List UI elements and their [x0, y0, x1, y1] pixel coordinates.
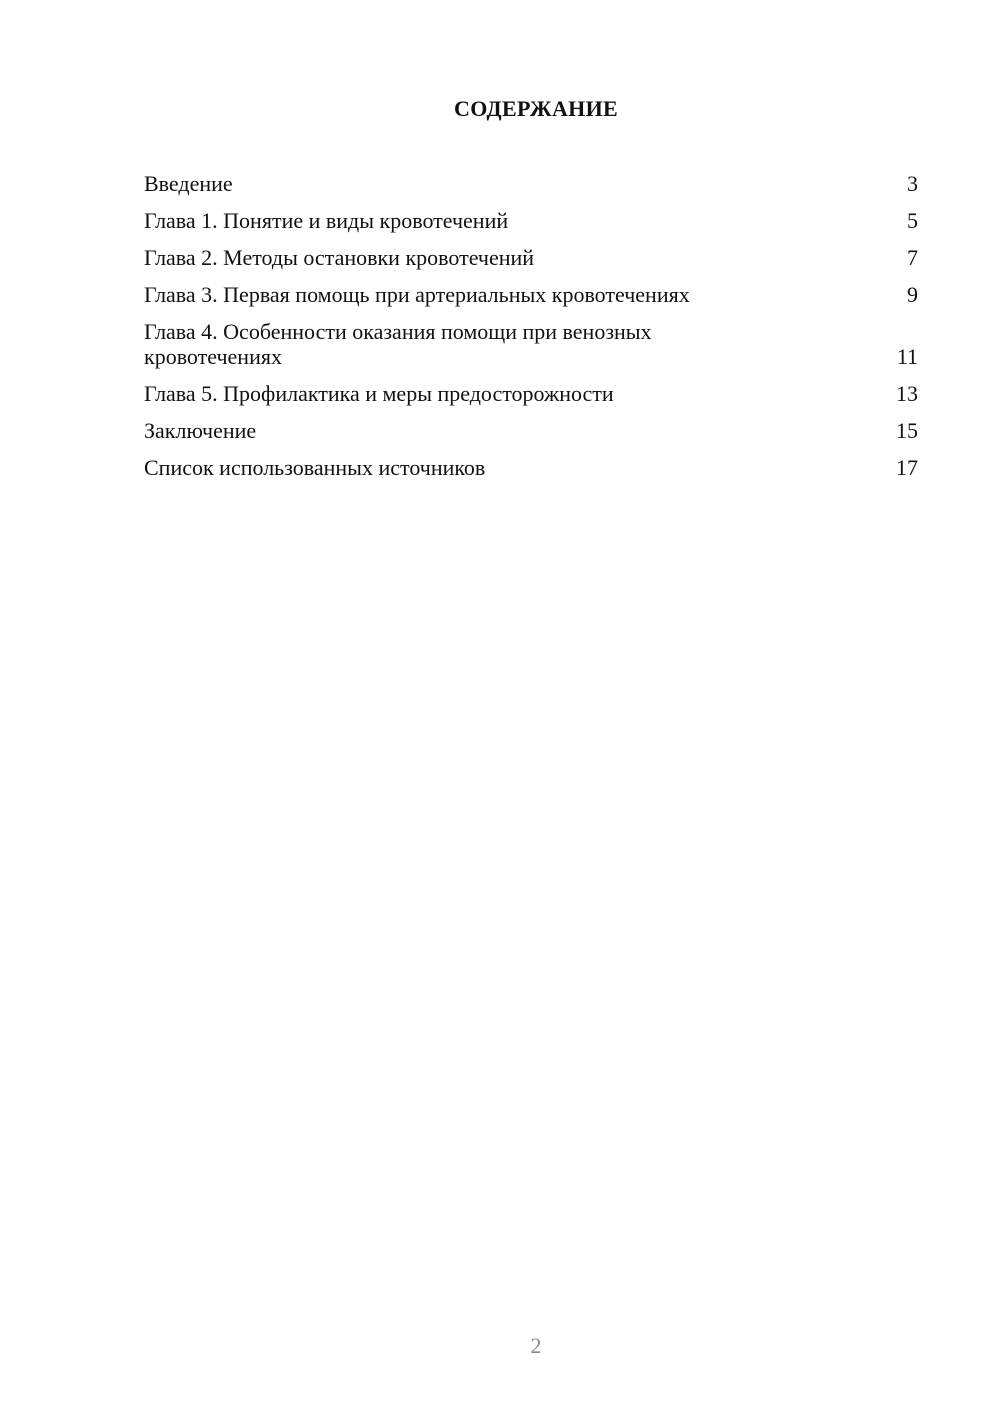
toc-entry-page: 3 — [907, 171, 918, 196]
toc-entry-title: Глава 5. Профилактика и меры предосторожности — [144, 381, 614, 406]
page-number: 2 — [530, 1333, 542, 1358]
toc-entry-page: 11 — [896, 344, 918, 369]
toc-entry-page: 13 — [896, 381, 918, 406]
toc-entry-title: Глава 1. Понятие и виды кровотечений — [144, 208, 509, 233]
toc-entry-title: Введение — [144, 171, 233, 196]
toc-entry-introduction — [144, 171, 918, 196]
toc-entry-title: Глава 2. Методы остановки кровотечений — [144, 245, 535, 270]
toc-entry-chapter-2 — [144, 245, 918, 270]
toc-entry-title: Список использованных источников — [144, 455, 486, 480]
toc-entry-references — [144, 455, 918, 480]
table-of-contents — [144, 171, 918, 492]
toc-entry-chapter-3 — [144, 282, 918, 307]
toc-entry-page: 5 — [907, 208, 918, 233]
toc-entry-page: 17 — [896, 455, 918, 480]
toc-entry-conclusion — [144, 418, 918, 443]
toc-entry-chapter-4 — [144, 319, 918, 369]
toc-entry-page: 9 — [907, 282, 918, 307]
toc-entry-title: Глава 3. Первая помощь при артериальных кровотечениях — [144, 282, 690, 307]
toc-entry-page: 7 — [907, 245, 918, 270]
toc-entry-title: Заключение — [144, 418, 257, 443]
toc-entry-chapter-1 — [144, 208, 918, 233]
toc-entry-title: Глава 4. Особенности оказания помощи при венозных кровотечениях — [144, 319, 652, 369]
toc-entry-page: 15 — [896, 418, 918, 443]
page-title: СОДЕРЖАНИЕ — [454, 96, 618, 121]
toc-entry-chapter-5 — [144, 381, 918, 406]
